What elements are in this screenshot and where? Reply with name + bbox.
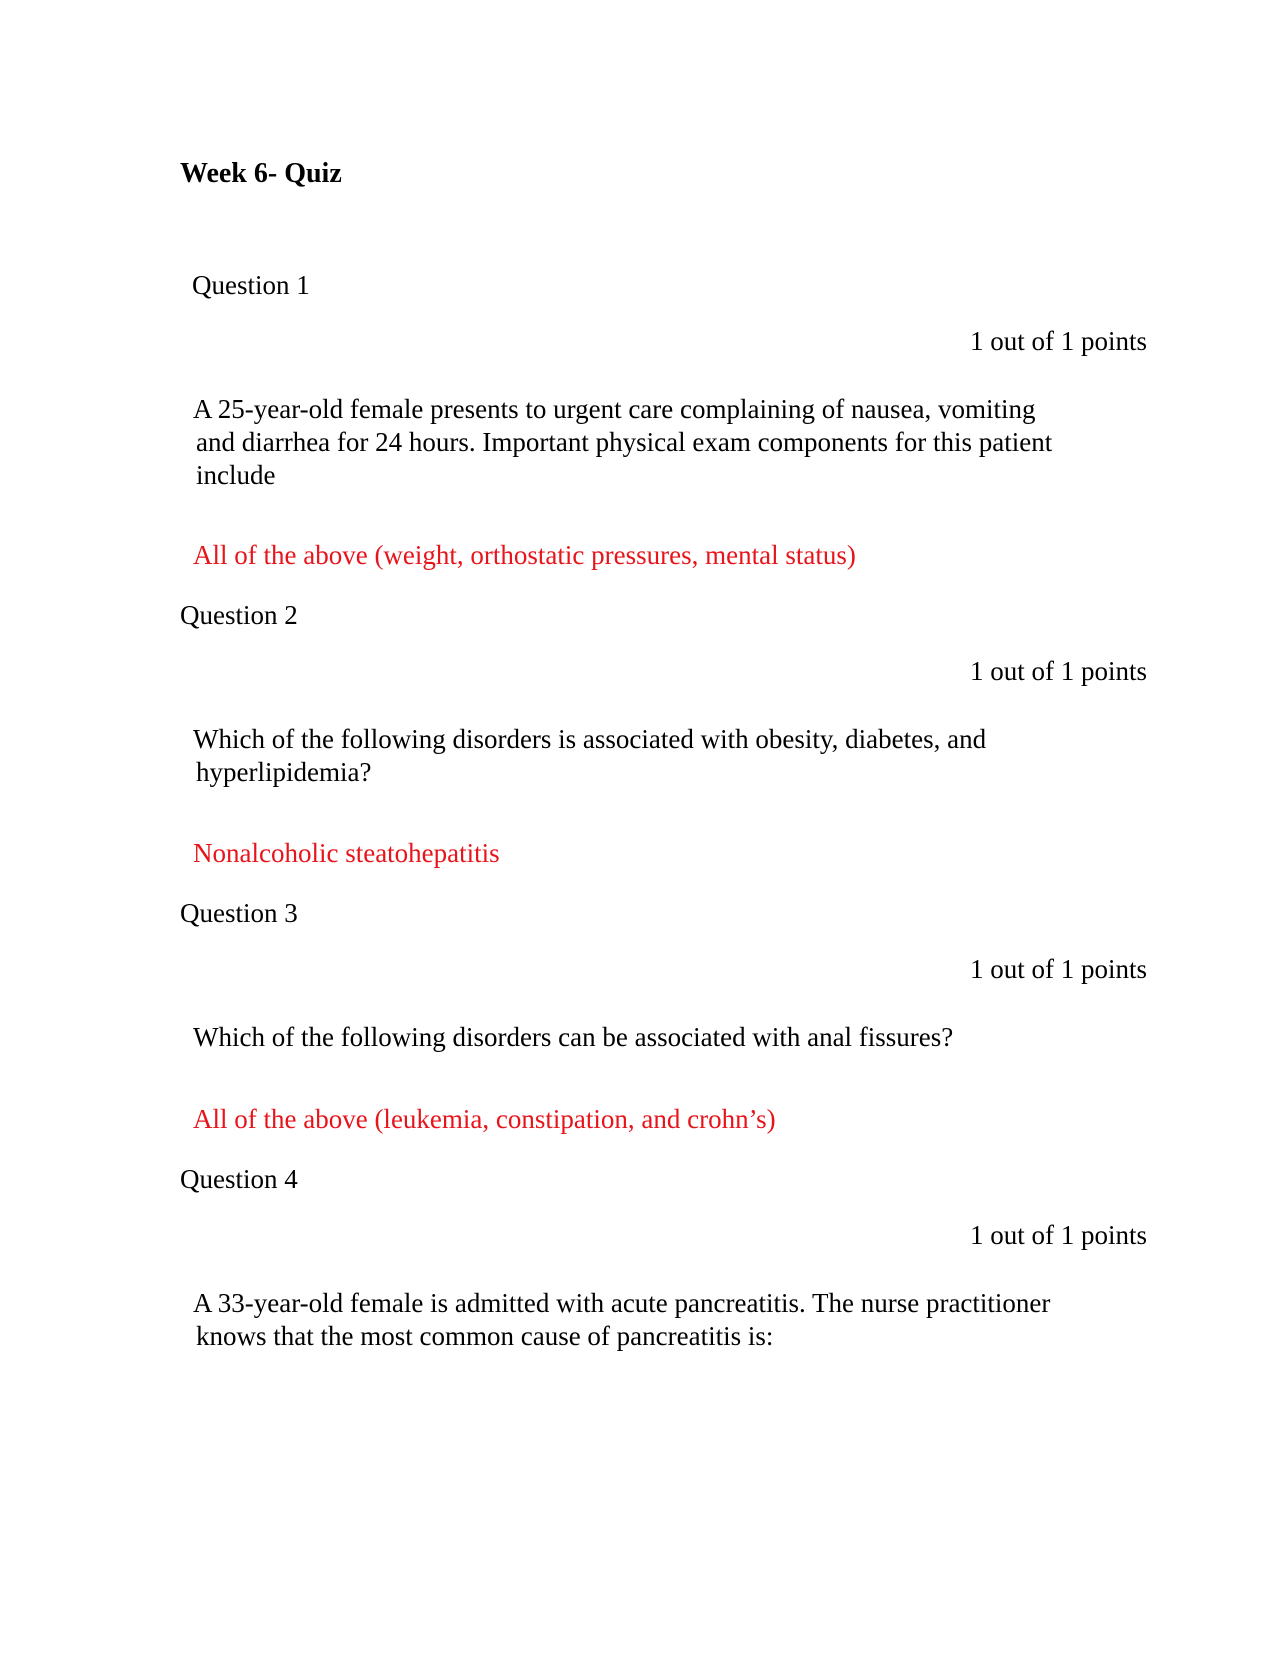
question-3-text <box>193 1021 1113 1054</box>
question-1-text <box>193 393 1113 492</box>
question-4-text-line: A 33-year-old female is admitted with acute pancreatitis. The nurse practitioner <box>193 1288 1051 1318</box>
question-4-label: Question 4 <box>180 1164 298 1194</box>
question-2-text-line: Which of the following disorders is associated with obesity, diabetes, and <box>193 724 987 754</box>
question-1-label: Question 1 <box>192 270 310 300</box>
question-2-text <box>193 723 1113 789</box>
question-1-text-line: A 25-year-old female presents to urgent care complaining of nausea, vomiting <box>193 394 1036 424</box>
question-3-text-line: Which of the following disorders can be associated with anal fissures? <box>193 1022 954 1052</box>
question-2-text-line: hyperlipidemia? <box>196 757 372 787</box>
question-3-label: Question 3 <box>180 898 298 928</box>
question-2-label: Question 2 <box>180 600 298 630</box>
question-1-points: 1 out of 1 points <box>969 326 1147 356</box>
question-3-points: 1 out of 1 points <box>969 954 1147 984</box>
question-4-points: 1 out of 1 points <box>969 1220 1147 1250</box>
question-1-text-line: and diarrhea for 24 hours. Important physical exam components for this patient <box>196 427 1053 457</box>
question-2-points: 1 out of 1 points <box>969 656 1147 686</box>
page-title: Week 6- Quiz <box>180 158 342 189</box>
question-2-answer: Nonalcoholic steatohepatitis <box>193 838 500 868</box>
question-4-text-line: knows that the most common cause of pancreatitis is: <box>196 1321 774 1351</box>
question-1-answer: All of the above (weight, orthostatic pressures, mental status) <box>193 540 856 570</box>
question-1-text-line: include <box>196 460 276 490</box>
question-4-text <box>193 1287 1113 1353</box>
question-3-answer: All of the above (leukemia, constipation, and crohn’s) <box>193 1104 776 1134</box>
